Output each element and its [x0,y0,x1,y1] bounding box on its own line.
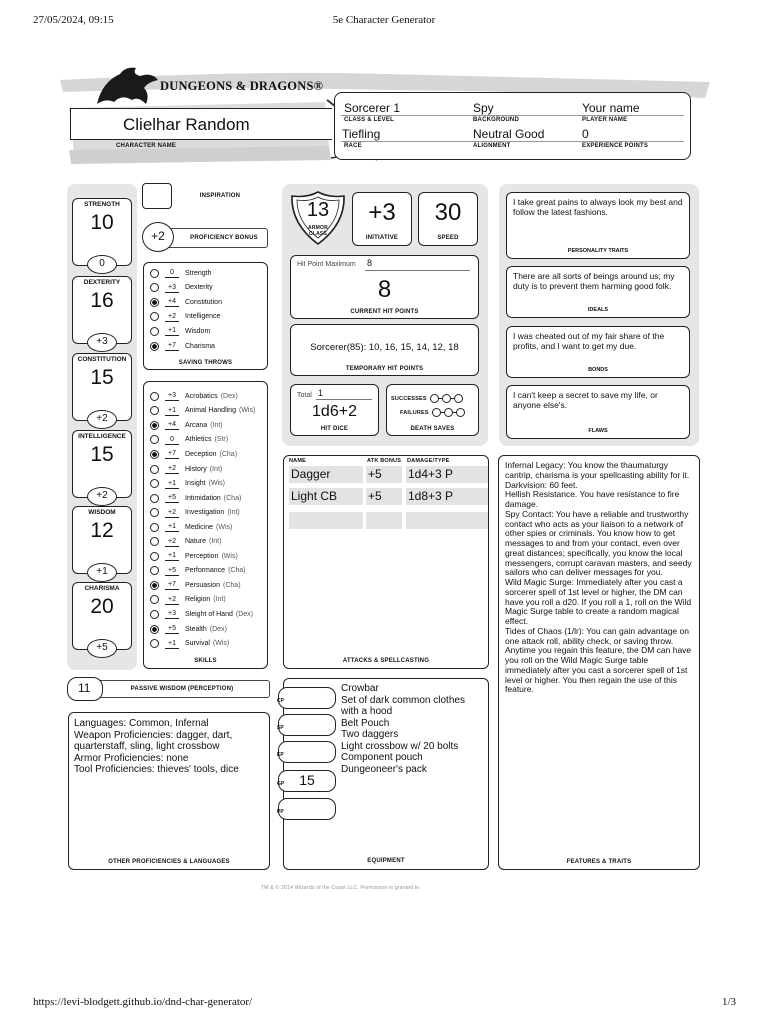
hp-max-value: 8 [367,258,373,268]
attack-row[interactable] [289,488,488,505]
skill-proficiency-checkbox[interactable] [150,639,159,648]
skill-proficiency-checkbox[interactable] [150,508,159,517]
background-value[interactable]: Spy [473,101,494,115]
armor-class-label: ARMOR CLASS [308,225,328,237]
skill-ability: (Int) [209,538,222,546]
skill-modifier: +2 [165,595,179,605]
skill-modifier: +5 [165,566,179,576]
ability-wisdom[interactable] [72,506,132,577]
skill-row[interactable] [150,534,267,549]
coin-gp[interactable] [278,770,336,792]
equipment-item: Dungeoneer's pack [341,763,427,775]
equipment-label: EQUIPMENT [367,858,405,864]
skill-modifier: 0 [165,435,179,445]
equipment-item: Light crossbow w/ 20 bolts [341,740,459,752]
skill-ability: (Wis) [212,640,230,648]
skill-row[interactable] [150,404,267,419]
skill-name: Survival [185,640,210,648]
skills-panel [143,381,268,669]
death-saves-label: DEATH SAVES [410,426,455,432]
saving-throw-name: Constitution [185,298,222,306]
ability-score: 16 [90,289,114,312]
hit-dice-total-label: Total [297,392,312,399]
ability-charisma[interactable] [72,582,132,653]
skill-proficiency-checkbox[interactable] [150,479,159,488]
saving-throws-list [150,266,267,353]
alignment-label: ALIGNMENT [473,143,511,149]
skill-row[interactable] [150,491,267,506]
saving-throw-modifier: +3 [165,283,179,293]
skill-row[interactable] [150,476,267,491]
ideals-box[interactable] [506,266,690,318]
feature-entry: Darkvision: 60 feet. [505,479,578,490]
saving-throws-panel [143,262,268,370]
ability-name: STRENGTH [84,201,120,208]
saving-throw-row[interactable] [150,295,267,310]
skill-modifier: +4 [165,420,179,430]
passive-wisdom-label: PASSIVE WISDOM (PERCEPTION) [130,686,234,692]
ability-modifier: 0 [87,255,117,274]
ability-score: 15 [90,443,114,466]
coin-label: EP [277,752,284,758]
coin-value: 15 [299,772,315,788]
skill-proficiency-checkbox[interactable] [150,435,159,444]
saving-throw-modifier: 0 [165,268,179,278]
saving-throw-name: Charisma [185,342,215,350]
ability-name: CONSTITUTION [77,356,127,363]
dragon-logo-icon [92,64,162,108]
saving-throw-row[interactable] [150,281,267,296]
background-label: BACKGROUND [473,117,519,123]
skill-ability: (Cha) [223,581,241,589]
skill-ability: (Cha) [223,494,242,502]
attack-bonus[interactable]: +5 [366,466,402,483]
skills-label: SKILLS [194,658,217,664]
saving-throw-name: Intelligence [185,313,221,321]
attack-row[interactable] [289,512,488,529]
ability-score: 15 [90,366,114,389]
saving-throw-proficiency-checkbox[interactable] [150,342,159,351]
skill-proficiency-checkbox[interactable] [150,537,159,546]
ability-modifier: +2 [87,487,117,506]
flaws-box[interactable] [506,385,690,439]
skill-modifier: +1 [165,406,179,416]
saving-throw-row[interactable] [150,339,267,354]
equipment-item: Two daggers [341,729,399,740]
ability-name: WISDOM [88,509,116,516]
inspiration-checkbox[interactable] [142,183,172,209]
skill-ability: (Wis) [216,523,233,531]
personality-traits-label: PERSONALITY TRAITS [567,248,629,254]
ability-intelligence[interactable] [72,430,132,501]
skill-proficiency-checkbox[interactable] [150,566,159,575]
skill-name: Stealth [185,625,207,633]
skill-name: Arcana [185,421,208,429]
proficiency-line: Weapon Proficiencies: dagger, dart, quarterstaff, sling, light crossbow [74,729,233,752]
attack-name[interactable]: Dagger [289,466,363,483]
class-level-value[interactable]: Sorcerer 1 [344,101,401,115]
saving-throw-proficiency-checkbox[interactable] [150,312,159,321]
saving-throws-label: SAVING THROWS [178,360,233,366]
skill-name: Persuasion [185,581,221,589]
skill-name: Animal Handling [185,407,236,415]
class-level-label: CLASS & LEVEL [344,117,394,123]
skill-proficiency-checkbox[interactable] [150,625,159,634]
skill-row[interactable] [150,636,267,651]
skill-row[interactable] [150,505,267,520]
feature-entry: Hellish Resistance. You have resistance to fire damage. [505,489,680,509]
bonds-text: I was cheated out of my fair share of the profits, and I want to get my due. [513,331,665,351]
other-proficiencies-panel[interactable] [68,712,270,870]
skill-name: Nature [185,538,207,546]
death-success-checkbox[interactable] [442,394,451,403]
hp-max-label: Hit Point Maximum [297,261,356,268]
skill-ability: (Cha) [219,450,238,458]
ideals-text: There are all sorts of beings around us; my duty is to prevent them harming good folk. [513,271,675,291]
death-failure-checkbox[interactable] [432,408,441,417]
saving-throw-name: Dexterity [185,284,213,292]
ability-score: 10 [90,211,114,234]
temp-hp-label: TEMPORARY HIT POINTS [345,366,424,372]
skill-name: Performance [185,567,226,575]
ability-score: 20 [90,595,114,618]
attacks-col-name: NAME [289,458,306,464]
character-name-label: CHARACTER NAME [116,143,177,149]
race-label: RACE [344,143,362,149]
proficiency-bonus-value: +2 [142,222,174,252]
initiative-value: +3 [368,199,396,226]
skill-proficiency-checkbox[interactable] [150,421,159,430]
hit-dice-value: 1d6+2 [312,403,357,420]
race-value[interactable]: Tiefling [342,127,381,141]
skill-modifier: +5 [165,624,179,634]
saving-throw-name: Wisdom [185,327,211,335]
skill-modifier: +2 [165,464,179,474]
saving-throw-row[interactable] [150,266,267,281]
attack-name[interactable] [289,512,363,529]
attack-damage[interactable] [406,512,488,529]
skill-modifier: +1 [165,522,179,532]
coin-label: SP [277,725,284,731]
print-url: https://levi-blodgett.github.io/dnd-char-generator/ [33,996,253,1008]
features-panel[interactable] [498,455,700,870]
coin-sp[interactable] [278,714,336,736]
player-name-value[interactable]: Your name [582,101,640,115]
attack-name[interactable]: Light CB [289,488,363,505]
saving-throw-proficiency-checkbox[interactable] [150,327,159,336]
speed-label: SPEED [437,235,459,241]
saving-throw-row[interactable] [150,324,267,339]
armor-class-value: 13 [306,199,330,221]
equipment-item: Component pouch [341,752,423,763]
character-name-field[interactable] [70,108,332,140]
logo-wordmark: DUNGEONS & DRAGONS® [160,79,324,93]
ability-strength[interactable] [72,198,132,269]
skill-name: Perception [185,552,219,560]
skill-name: Investigation [185,509,225,517]
skill-row[interactable] [150,418,267,433]
skill-ability: (Int) [213,596,226,604]
skill-modifier: +3 [165,391,179,401]
equipment-item: Crowbar [341,683,379,694]
character-name-value: Clielhar Random [123,115,250,134]
skill-proficiency-checkbox[interactable] [150,392,159,401]
death-failures-label: FAILURES [400,409,429,416]
skill-modifier: +7 [165,449,179,459]
skill-ability: (Int) [209,465,223,473]
skill-name: Insight [185,480,206,488]
passive-wisdom-value: 11 [67,677,103,701]
temp-hp-box[interactable] [290,324,479,376]
skill-name: History [185,465,207,473]
skill-modifier: +1 [165,639,179,649]
player-name-label: PLAYER NAME [582,117,628,123]
skill-ability: (Wis) [208,480,225,488]
proficiency-bonus-label: PROFICIENCY BONUS [190,235,258,241]
death-saves-box[interactable] [386,384,479,436]
attack-bonus[interactable]: +5 [366,488,402,505]
ability-name: DEXTERITY [83,279,121,286]
skill-name: Medicine [185,523,214,531]
proficiency-line: Armor Proficiencies: none [74,752,189,764]
skill-proficiency-checkbox[interactable] [150,450,159,459]
skill-ability: (Cha) [228,567,246,575]
skill-modifier: +7 [165,580,179,590]
skill-name: Athletics [185,436,212,444]
features-label: FEATURES & TRAITS [566,859,632,865]
death-failure-checkbox[interactable] [456,408,465,417]
skill-modifier: +5 [165,493,179,503]
print-title: 5e Character Generator [332,14,436,26]
skill-name: Sleight of Hand [185,610,233,618]
saving-throw-name: Strength [185,269,212,277]
hit-dice-total-value: 1 [318,388,324,398]
flaws-text: I can't keep a secret to save my life, or anyone else's. [513,390,658,410]
attack-damage[interactable]: 1d4+3 P [406,466,488,483]
ability-name: INTELLIGENCE [78,433,126,440]
skill-row[interactable] [150,607,267,622]
skill-proficiency-checkbox[interactable] [150,581,159,590]
saving-throw-modifier: +1 [165,326,179,336]
attacks-label: ATTACKS & SPELLCASTING [342,658,430,664]
skill-row[interactable] [150,447,267,462]
attack-damage[interactable]: 1d8+3 P [406,488,488,505]
personality-traits-box[interactable] [506,192,690,259]
bonds-box[interactable] [506,326,690,378]
coin-label: CP [277,698,284,704]
ideals-label: IDEALS [587,307,609,313]
copyright-footer: TM & © 2014 Wizards of the Coast LLC. Permission is granted to [260,885,420,891]
skill-ability: (Str) [214,436,229,444]
skill-modifier: +3 [165,609,179,619]
skill-row[interactable] [150,433,267,448]
ability-modifier: +2 [87,410,117,429]
skill-row[interactable] [150,520,267,535]
coin-pp[interactable] [278,798,336,820]
coin-label: PP [277,809,284,815]
saving-throw-modifier: +4 [165,297,179,307]
skill-row[interactable] [150,578,267,593]
flaws-label: FLAWS [588,428,608,434]
skill-ability: (Dex) [235,610,253,618]
skill-proficiency-checkbox[interactable] [150,610,159,619]
feature-entry: Infernal Legacy: You know the thaumaturgy cantrip, charisma is your spellcasting ability for it. [505,460,690,480]
saving-throw-proficiency-checkbox[interactable] [150,283,159,292]
skill-ability: (Dex) [220,392,238,400]
equipment-list [341,683,481,775]
xp-value[interactable]: 0 [582,127,589,141]
skill-modifier: +1 [165,551,179,561]
feature-entry: Spy Contact: You have a reliable and trustworthy contact who acts as your liaison to a network of other spies or criminals. You know how to get messages to and from your contact, even over great distances; specifically, you know the local messengers, corrupt caravan masters, and seedy sailors who can deliver messages for you. [505,508,692,578]
skill-name: Intimidation [185,494,221,502]
attacks-col-bonus: ATK BONUS [367,458,402,464]
speed-value: 30 [434,199,462,226]
skill-proficiency-checkbox[interactable] [150,595,159,604]
skill-name: Religion [185,596,211,604]
saving-throw-row[interactable] [150,310,267,325]
hp-current-label: CURRENT HIT POINTS [350,309,419,315]
xp-label: EXPERIENCE POINTS [582,143,649,149]
attack-row[interactable] [289,466,488,483]
bonds-label: BONDS [588,367,608,373]
skill-proficiency-checkbox[interactable] [150,406,159,415]
initiative-box[interactable] [352,192,412,246]
skill-row[interactable] [150,462,267,477]
skill-proficiency-checkbox[interactable] [150,552,159,561]
skill-modifier: +2 [165,537,179,547]
skill-name: Deception [185,450,217,458]
saving-throw-proficiency-checkbox[interactable] [150,298,159,307]
alignment-value[interactable]: Neutral Good [473,127,545,141]
skill-row[interactable] [150,593,267,608]
character-info-box [334,92,691,160]
hp-current-value: 8 [377,276,392,303]
inspiration-field[interactable] [142,183,268,209]
attack-bonus[interactable] [366,512,402,529]
other-proficiencies-text [74,718,264,776]
skill-modifier: +1 [165,479,179,489]
skills-list [150,389,267,651]
saving-throw-modifier: +2 [165,312,179,322]
ability-dexterity[interactable] [72,276,132,347]
saving-throw-modifier: +7 [165,341,179,351]
skill-name: Acrobatics [185,392,218,400]
temp-hp-value: Sorcerer(85): 10, 16, 15, 14, 12, 18 [310,342,459,353]
hit-dice-box[interactable] [290,384,379,436]
current-hp-box[interactable] [290,255,479,319]
skill-row[interactable] [150,389,267,404]
initiative-label: INITIATIVE [365,235,399,241]
ability-modifier: +3 [87,333,117,352]
attacks-col-damage: DAMAGE/TYPE [407,458,450,464]
skill-row[interactable] [150,564,267,579]
skill-proficiency-checkbox[interactable] [150,523,159,532]
skill-modifier: +2 [165,508,179,518]
skill-ability: (Dex) [209,625,227,633]
print-page-number: 1/3 [722,996,737,1008]
skill-proficiency-checkbox[interactable] [150,494,159,503]
ability-name: CHARISMA [84,585,120,592]
ability-constitution[interactable] [72,353,132,424]
features-text [505,461,693,695]
death-success-checkbox[interactable] [454,394,463,403]
skill-ability: (Int) [227,509,240,517]
proficiency-bonus-field[interactable] [142,222,268,252]
ability-modifier: +1 [87,563,117,582]
death-failure-checkbox[interactable] [444,408,453,417]
coin-cp[interactable] [278,687,336,709]
coin-ep[interactable] [278,741,336,763]
proficiency-line: Tool Proficiencies: thieves' tools, dice [74,764,239,775]
skill-row[interactable] [150,622,267,637]
ability-modifier: +5 [87,639,117,658]
coin-label: GP [277,781,285,787]
skill-ability: (Wis) [221,552,238,560]
equipment-item: Belt Pouch [341,717,390,729]
saving-throw-proficiency-checkbox[interactable] [150,269,159,278]
speed-box[interactable] [418,192,478,246]
passive-wisdom-field[interactable] [67,677,270,701]
inspiration-label: INSPIRATION [199,193,241,199]
death-success-checkbox[interactable] [430,394,439,403]
other-proficiencies-label: OTHER PROFICIENCIES & LANGUAGES [108,859,230,865]
hit-dice-label: HIT DICE [320,426,349,432]
feature-entry: Tides of Chaos (1/lr): You can gain advantage on one attack roll, ability check, or saving throw. Anytime you regain this feature, the DM can have you roll on the Wild Magic Surge table immediately after you cast a sorcerer spell of 1st level or higher. You then regain the use of this feature. [505,625,692,695]
death-successes-label: SUCCESSES [391,395,427,402]
equipment-item: Set of dark common clothes with a hood [341,694,465,717]
skill-ability: (Wis) [238,407,256,415]
skill-proficiency-checkbox[interactable] [150,465,159,474]
skill-row[interactable] [150,549,267,564]
feature-entry: Wild Magic Surge: Immediately after you cast a sorcerer spell of 1st level or higher, the DM can have you roll a d20. If you roll a 1, roll on the Wild Magic Surge table to create a random magical effect. [505,577,692,626]
print-datetime: 27/05/2024, 09:15 [33,14,114,26]
ability-score: 12 [90,519,114,542]
skill-ability: (Int) [210,421,223,429]
proficiency-line: Languages: Common, Infernal [74,718,209,729]
personality-traits-text: I take great pains to always look my best and follow the latest fashions. [513,197,683,217]
